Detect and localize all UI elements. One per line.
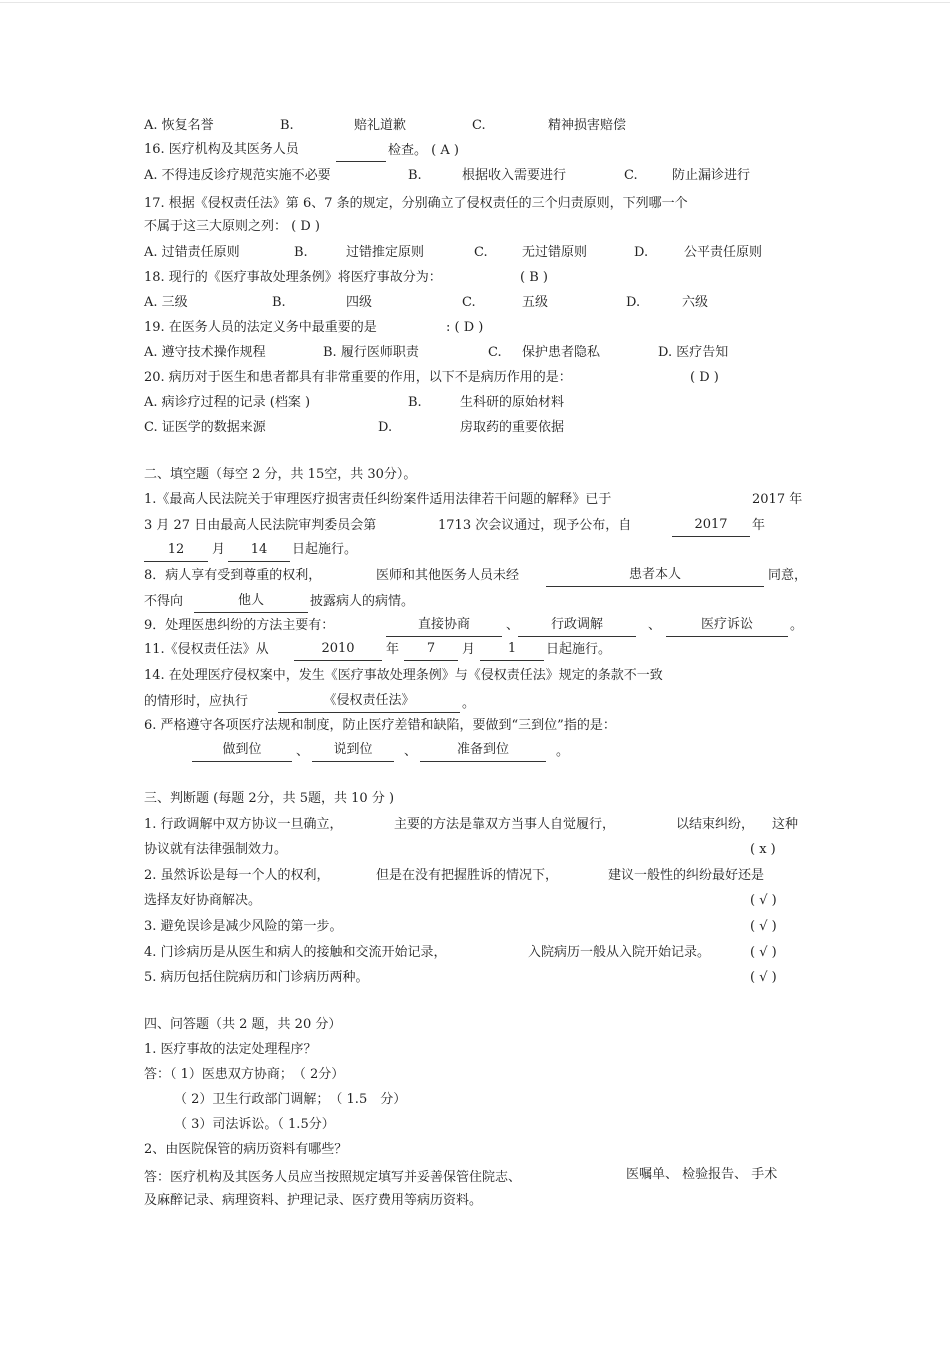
f9-blank-3: 医疗诉讼 bbox=[666, 618, 788, 637]
f9-blank-1: 直接协商 bbox=[386, 618, 502, 637]
f1-blank-day: 14 bbox=[228, 543, 290, 562]
f11-blank-year: 2010 bbox=[294, 642, 382, 661]
j4-text-a: 4. 门诊病历是从医生和病人的接触和交流开始记录， bbox=[144, 945, 447, 960]
f8-pre: 8．病人享有受到尊重的权利， bbox=[144, 568, 322, 583]
q16-tail: 检查。 ( A ) bbox=[388, 143, 459, 158]
q17-option-b: 过错推定原则 bbox=[346, 245, 425, 260]
f8-line2-pre: 不得向 bbox=[144, 594, 184, 609]
q20-option-d: 房取药的重要依据 bbox=[460, 420, 565, 435]
q15-option-a: A. 恢复名誉 bbox=[144, 118, 214, 133]
page-top-border bbox=[0, 2, 950, 3]
j5-answer: ( √ ) bbox=[750, 970, 777, 985]
f8-mid: 医师和其他医务人员未经 bbox=[376, 568, 520, 583]
q17-option-c: 无过错原则 bbox=[522, 245, 588, 260]
q20-option-b-letter: B. bbox=[408, 395, 422, 410]
f1-yue: 月 bbox=[212, 542, 226, 557]
f14-line1: 14. 在处理医疗侵权案中，发生《医疗事故处理条例》与《侵权责任法》规定的条款不一致 bbox=[144, 668, 663, 683]
j4-text-b: 入院病历一般从入院开始记录。 bbox=[528, 945, 711, 960]
j3-answer: ( √ ) bbox=[750, 919, 777, 934]
q19-stem: 19. 在医务人员的法定义务中最重要的是 bbox=[144, 320, 377, 335]
f1-line2: 3 月 27 日由最高人民法院审判委员会第 bbox=[144, 518, 377, 533]
q18-answer: ( B ) bbox=[520, 270, 548, 285]
f14-blank: 《侵权责任法》 bbox=[278, 694, 460, 713]
f14-line2-pre: 的情形时，应执行 bbox=[144, 694, 249, 709]
q19-option-a: A. 遵守技术操作规程 bbox=[144, 345, 266, 360]
f6-sep-2: 、 bbox=[404, 744, 418, 759]
f8-blank-1: 患者本人 bbox=[546, 568, 764, 587]
s4-answer-1-line2: （ 2）卫生行政部门调解； （ 1.5 分） bbox=[174, 1092, 407, 1107]
q19-option-b: B. 履行医师职责 bbox=[323, 345, 419, 360]
f11-pre: 11.《侵权责任法》从 bbox=[144, 642, 269, 657]
f9-pre: 9．处理医患纠纷的方法主要有： bbox=[144, 618, 335, 633]
f6-sep-1: 、 bbox=[296, 744, 310, 759]
q18-option-d: 六级 bbox=[682, 295, 709, 310]
j1-line1d: 这种 bbox=[772, 817, 799, 832]
s4-question-1: 1. 医疗事故的法定处理程序？ bbox=[144, 1042, 317, 1057]
section3-title: 三、判断题 (每题 2分，共 5题，共 10 分 ) bbox=[144, 791, 395, 806]
q15-option-c: 精神损害赔偿 bbox=[548, 118, 627, 133]
q20-option-d-letter: D. bbox=[378, 420, 393, 435]
q17-option-a: A. 过错责任原则 bbox=[144, 245, 240, 260]
q18-option-b: 四级 bbox=[346, 295, 373, 310]
f14-end: 。 bbox=[462, 696, 476, 711]
f11-nian: 年 bbox=[386, 642, 400, 657]
s4-answer-1-line1: 答：（ 1）医患双方协商； （ 2分） bbox=[144, 1067, 345, 1082]
q16-option-b: 根据收入需要进行 bbox=[462, 168, 567, 183]
f9-blank-2: 行政调解 bbox=[518, 618, 636, 637]
q17-option-d: 公平责任原则 bbox=[684, 245, 763, 260]
j2-line1a: 2. 虽然诉讼是每一个人的权利， bbox=[144, 868, 330, 883]
f9-sep-2: 、 bbox=[648, 618, 662, 633]
q17-line1: 17. 根据《侵权责任法》第 6、7 条的规定，分别确立了侵权责任的三个归责原则，下列哪一个 bbox=[144, 196, 688, 211]
f1-meeting: 1713 次会议通过，现予公布，自 bbox=[438, 518, 632, 533]
section4-title: 四、问答题（共 2 题，共 20 分） bbox=[144, 1017, 342, 1032]
j1-line1a: 1. 行政调解中双方协议一旦确立， bbox=[144, 817, 343, 832]
f11-tail: 日起施行。 bbox=[546, 642, 612, 657]
f1-year-label: 2017 年 bbox=[752, 492, 803, 507]
j5-text: 5. 病历包括住院病历和门诊病历两种。 bbox=[144, 970, 369, 985]
f1-blank-year: 2017 bbox=[672, 518, 750, 537]
q16-option-c-letter: C. bbox=[624, 168, 638, 183]
q15-option-c-letter: C. bbox=[472, 118, 486, 133]
q19-answer: : ( D ) bbox=[446, 320, 484, 335]
q19-option-c-letter: C. bbox=[488, 345, 502, 360]
q17-line2: 不属于这三大原则之列： ( D ) bbox=[144, 219, 320, 234]
q20-option-b: 生科研的原始材料 bbox=[460, 395, 565, 410]
q20-answer: ( D ) bbox=[690, 370, 719, 385]
f1-nian: 年 bbox=[752, 518, 766, 533]
f6-blank-2: 说到位 bbox=[312, 743, 394, 762]
j1-line1c: 以结束纠纷， bbox=[676, 817, 755, 832]
f8-blank-2: 他人 bbox=[194, 594, 308, 613]
f11-yue: 月 bbox=[462, 642, 476, 657]
q19-option-d: D. 医疗告知 bbox=[658, 345, 729, 360]
f9-sep-1: 、 bbox=[506, 618, 520, 633]
s4-answer-2-line1b: 医嘱单、 检验报告、 手术 bbox=[626, 1167, 778, 1182]
s4-answer-1-line3: （ 3）司法诉讼。（ 1.5分） bbox=[174, 1117, 335, 1132]
j2-line1c: 建议一般性的纠纷最好还是 bbox=[608, 868, 765, 883]
f1-line1: 1.《最高人民法院关于审理医疗损害责任纠纷案件适用法律若干问题的解释》已于 bbox=[144, 492, 612, 507]
q16-option-a: A. 不得违反诊疗规范实施不必要 bbox=[144, 168, 331, 183]
f6-blank-3: 准备到位 bbox=[420, 743, 546, 762]
q15-option-b-letter: B. bbox=[280, 118, 294, 133]
q17-option-d-letter: D. bbox=[634, 245, 649, 260]
q20-stem: 20. 病历对于医生和患者都具有非常重要的作用，以下不是病历作用的是： bbox=[144, 370, 572, 385]
j4-answer: ( √ ) bbox=[750, 945, 777, 960]
f11-blank-day: 1 bbox=[480, 642, 544, 661]
q18-stem: 18. 现行的《医疗事故处理条例》将医疗事故分为： bbox=[144, 270, 442, 285]
j2-answer: ( √ ) bbox=[750, 893, 777, 908]
f1-tail: 日起施行。 bbox=[292, 542, 358, 557]
section2-title: 二、填空题（每空 2 分，共 15空，共 30分）。 bbox=[144, 467, 417, 482]
f6-blank-1: 做到位 bbox=[192, 743, 292, 762]
q16-stem: 16. 医疗机构及其医务人员 bbox=[144, 142, 299, 157]
j1-answer: ( x ) bbox=[750, 842, 776, 857]
q18-option-c-letter: C. bbox=[462, 295, 476, 310]
f9-end: 。 bbox=[790, 618, 804, 633]
q17-option-b-letter: B. bbox=[294, 245, 308, 260]
s4-answer-2-line1a: 答：医疗机构及其医务人员应当按照规定填写并妥善保管住院志、 bbox=[144, 1170, 522, 1185]
q18-option-c: 五级 bbox=[522, 295, 549, 310]
s4-answer-2-line2: 及麻醉记录、病理资料、护理记录、医疗费用等病历资料。 bbox=[144, 1193, 483, 1208]
q16-blank bbox=[336, 143, 386, 162]
f11-blank-month: 7 bbox=[404, 642, 458, 661]
f1-blank-month: 12 bbox=[144, 543, 208, 562]
q20-option-c: C. 证医学的数据来源 bbox=[144, 420, 266, 435]
j2-line1b: 但是在没有把握胜诉的情况下， bbox=[376, 868, 559, 883]
j2-line2: 选择友好协商解决。 bbox=[144, 893, 262, 908]
q17-option-c-letter: C. bbox=[474, 245, 488, 260]
q16-option-c: 防止漏诊进行 bbox=[672, 168, 751, 183]
j1-line2: 协议就有法律强制效力。 bbox=[144, 842, 288, 857]
f8-line2-post: 披露病人的病情。 bbox=[310, 594, 415, 609]
q18-option-a: A. 三级 bbox=[144, 295, 188, 310]
q18-option-d-letter: D. bbox=[626, 295, 641, 310]
q18-option-b-letter: B. bbox=[272, 295, 286, 310]
s4-question-2: 2、由医院保管的病历资料有哪些？ bbox=[144, 1142, 348, 1157]
j1-line1b: 主要的方法是靠双方当事人自觉履行， bbox=[394, 817, 616, 832]
f6-end: 。 bbox=[556, 744, 570, 759]
q15-option-b: 赔礼道歉 bbox=[354, 118, 407, 133]
q20-option-a: A. 病诊疗过程的记录 (档案 ) bbox=[144, 395, 311, 410]
f8-post: 同意， bbox=[768, 568, 808, 583]
q16-option-b-letter: B. bbox=[408, 168, 422, 183]
j3-text: 3. 避免误诊是减少风险的第一步。 bbox=[144, 919, 343, 934]
f6-line1: 6. 严格遵守各项医疗法规和制度，防止医疗差错和缺陷，要做到“三到位”指的是： bbox=[144, 718, 616, 733]
q19-option-c: 保护患者隐私 bbox=[522, 345, 601, 360]
